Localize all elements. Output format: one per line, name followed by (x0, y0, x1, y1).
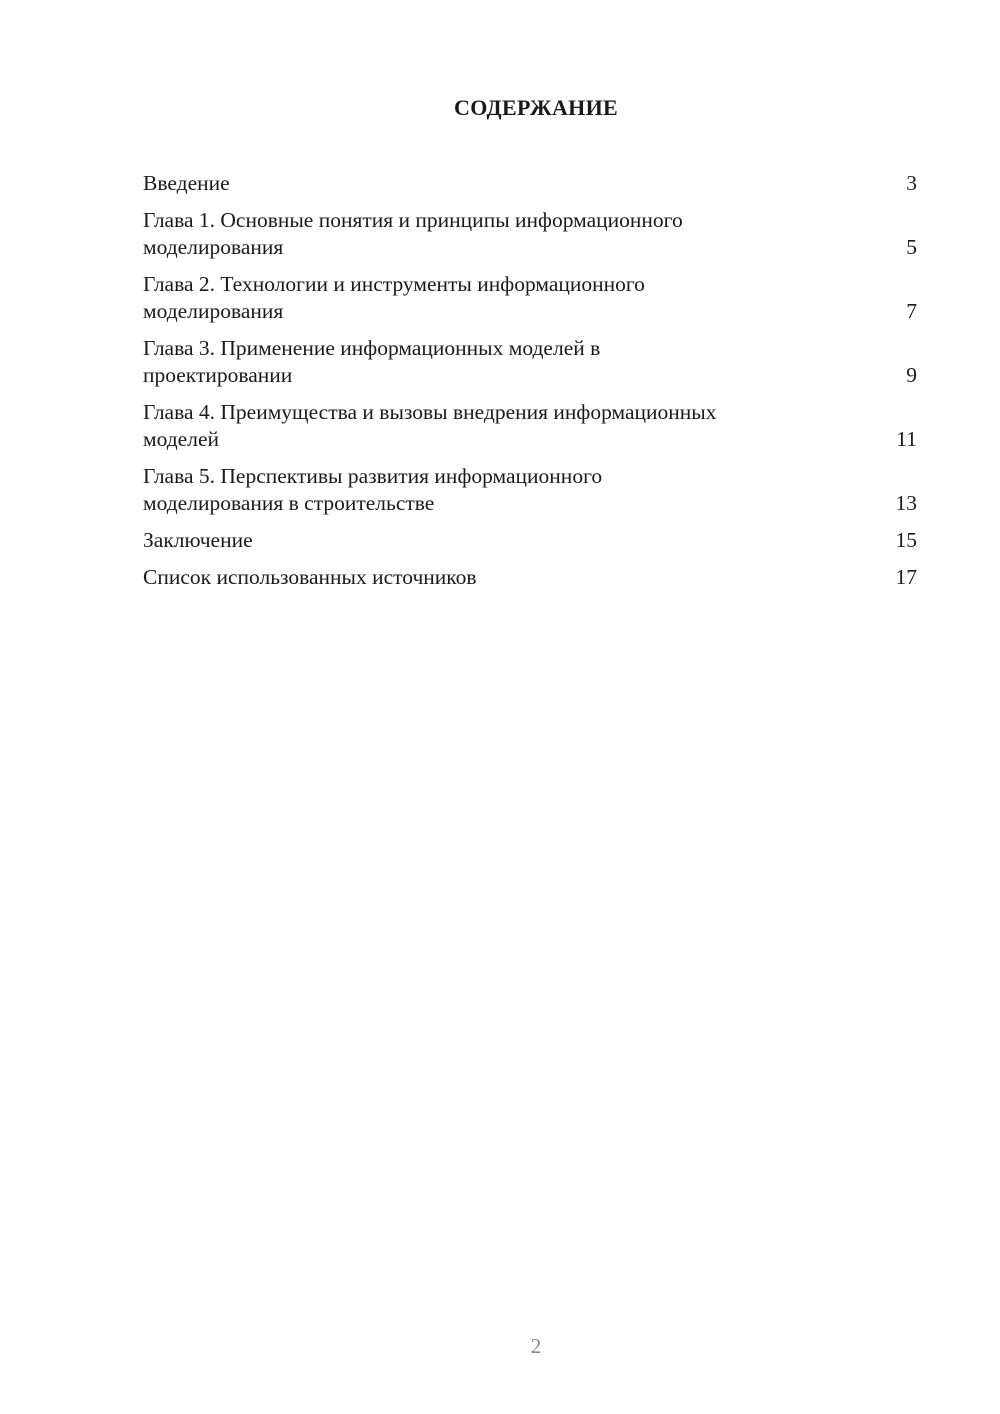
toc-entry-page: 15 (895, 528, 917, 552)
toc-entry-text: Список использованных источников (143, 565, 477, 589)
toc-entry-chapter-1 (143, 207, 919, 261)
toc-entry-conclusion (143, 527, 919, 554)
page-number: 2 (530, 1334, 542, 1358)
toc-entry-page: 13 (895, 491, 917, 515)
toc-entry-chapter-3 (143, 335, 919, 389)
toc-entry-page: 7 (906, 299, 917, 323)
toc-entry-references (143, 564, 919, 591)
toc-entry-text: Заключение (143, 528, 253, 552)
toc-entry-chapter-4 (143, 399, 919, 453)
toc-entry-page: 3 (906, 171, 917, 195)
toc-entry-page: 11 (896, 427, 917, 451)
toc-entry-introduction (143, 170, 919, 197)
toc-heading: СОДЕРЖАНИЕ (454, 95, 618, 120)
toc-entry-text: Введение (143, 171, 230, 195)
table-of-contents (143, 170, 919, 601)
toc-entry-chapter-5 (143, 463, 919, 517)
toc-entry-page: 17 (895, 565, 917, 589)
toc-entry-text: Глава 3. Применение информационных моделей в проектировании (143, 336, 601, 387)
toc-entry-chapter-2 (143, 271, 919, 325)
toc-entry-page: 5 (906, 235, 917, 259)
toc-entry-page: 9 (906, 363, 917, 387)
toc-entry-text: Глава 5. Перспективы развития информационного моделирования в строительстве (143, 464, 603, 515)
toc-entry-text: Глава 2. Технологии и инструменты информационного моделирования (143, 272, 645, 323)
toc-entry-text: Глава 1. Основные понятия и принципы информационного моделирования (143, 208, 683, 259)
toc-entry-text: Глава 4. Преимущества и вызовы внедрения информационных моделей (143, 400, 717, 451)
